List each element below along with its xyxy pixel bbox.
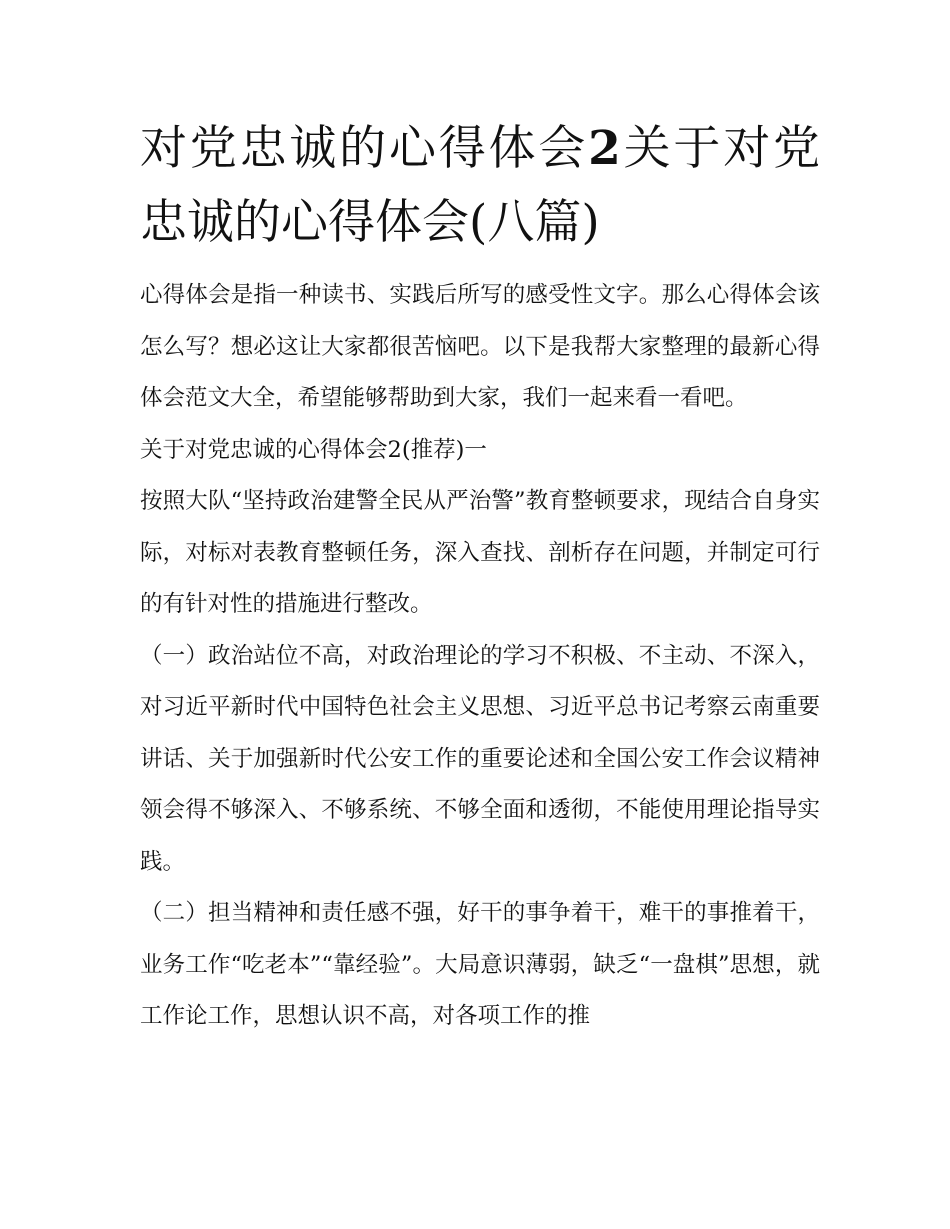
body-paragraph-1: 按照大队“坚持政治建警全民从严治警”教育整顿要求，现结合自身实际，对标对表教育整顿任务，深入查找、剖析存在问题，并制定可行的有针对性的措施进行整改。 (140, 488, 820, 617)
section-heading: 关于对党忠诚的心得体会2(推荐)一 (140, 436, 487, 463)
intro-paragraph: 心得体会是指一种读书、实践后所写的感受性文字。那么心得体会该怎么写？想必这让大家都很苦恼吧。以下是我帮大家整理的最新心得体会范文大全，希望能够帮助到大家，我们一起来看一看吧。 (140, 282, 820, 411)
body-paragraph-3: （二）担当精神和责任感不强，好干的事争着干，难干的事推着干，业务工作“吃老本”“靠经验”。大局意识薄弱，缺乏“一盘棋”思想，就工作论工作，思想认识不高，对各项工作的推 (140, 900, 820, 1029)
document-body (140, 112, 820, 1043)
title-number: 2 (588, 121, 621, 176)
body-paragraph-2: （一）政治站位不高，对政治理论的学习不积极、不主动、不深入，对习近平新时代中国特色社会主义思想、习近平总书记考察云南重要讲话、关于加强新时代公安工作的重要论述和全国公安工作会议精神领会得不够深入、不够系统、不够全面和透彻，不能使用理论指导实践。 (140, 642, 820, 875)
title-text-part1: 对党忠诚的心得体会 (140, 121, 589, 176)
title-text-part2: 关于对党忠诚的心得体会(八篇) (140, 121, 821, 250)
document-title (140, 112, 820, 260)
